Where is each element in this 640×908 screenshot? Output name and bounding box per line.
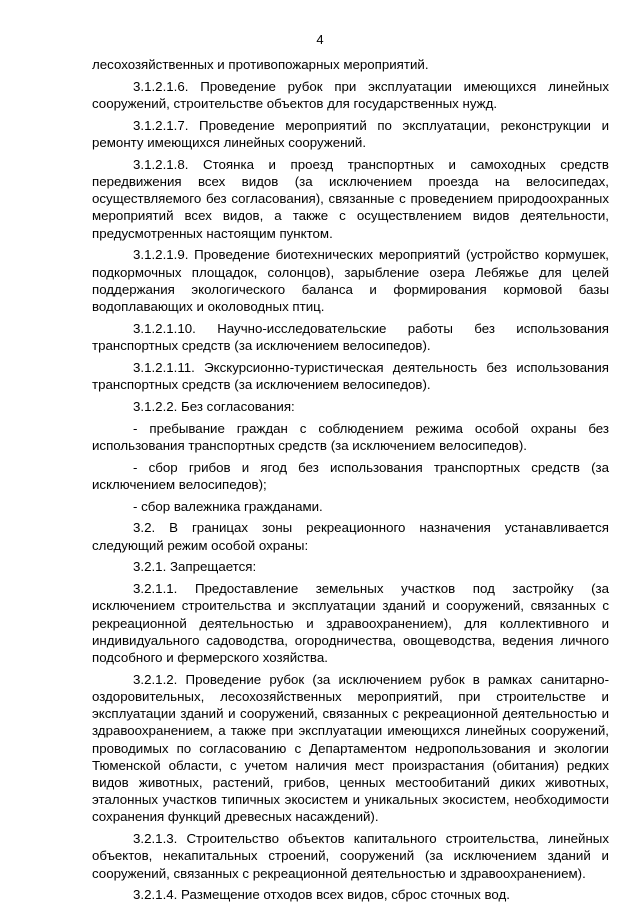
paragraph-3-1-2-1-6: 3.1.2.1.6. Проведение рубок при эксплуатации имеющихся линейных сооружений, строительстве объектов для государственных нужд. [92, 78, 609, 111]
paragraph-3-2-1: 3.2.1. Запрещается: [133, 559, 257, 575]
list-item-deadwood: - сбор валежника гражданами. [133, 498, 323, 514]
paragraph-3-1-2-1-7: 3.1.2.1.7. Проведение мероприятий по эксплуатации, реконструкции и ремонту имеющихся линейных сооружений. [92, 117, 609, 150]
paragraph-3-1-2-2: 3.1.2.2. Без согласования: [133, 398, 295, 414]
paragraph-3-2-1-4: 3.2.1.4. Размещение отходов всех видов, сброс сточных вод. [133, 887, 510, 903]
page-number: 4 [316, 32, 324, 47]
list-item-mushrooms: - сбор грибов и ягод без использования транспортных средств (за исключением велосипедов); [92, 459, 609, 492]
paragraph-3-1-2-1-9: 3.1.2.1.9. Проведение биотехнических мероприятий (устройство кормушек, подкормочных площадок, солонцов), зарыбление озера Лебяжье для целей поддержания экологического баланса и формирования кормовой базы водоплавающих и околоводных птиц. [92, 247, 609, 315]
paragraph-3-2-1-1: 3.2.1.1. Предоставление земельных участков под застройку (за исключением строительства и эксплуатации зданий и сооружений, связанных с рекреационной деятельностью и здравоохранением), для коллективного и индивидуального садоводства, огородничества, овощеводства, ведения личного подсобного и фермерского хозяйства. [92, 581, 609, 666]
paragraph-3-2-1-2: 3.2.1.2. Проведение рубок (за исключением рубок в рамках санитарно-оздоровительных, лесохозяйственных мероприятий, при строительстве и эксплуатации зданий и сооружений, связанных с рекреационной деятельностью и здравоохранением, а также при эксплуатации имеющихся линейных сооружений, проводимых по согласованию с Департаментом недропользования и экологии Тюменской области, с учетом наличия мест произрастания (обитания) редких видов животных, растений, грибов, ценных местообитаний диких животных, эталонных участков типичных экосистем и уникальных экосистем, необходимости сохранения функций древесных насаждений). [92, 671, 609, 825]
list-item-stay: - пребывание граждан с соблюдением режима особой охраны без использования транспортных средств (за исключением велосипедов). [92, 420, 609, 453]
paragraph-3-2: 3.2. В границах зоны рекреационного назначения устанавливается следующий режим особой охраны: [92, 520, 609, 553]
paragraph-continuation: лесохозяйственных и противопожарных мероприятий. [92, 57, 429, 72]
paragraph-3-1-2-1-8: 3.1.2.1.8. Стоянка и проезд транспортных и самоходных средств передвижения всех видов (за исключением проезда на велосипедах, осуществляемого без согласования), связанные с проведением природоохранных мероприятий всех видов, а также с осуществлением видов деятельности, предусмотренных настоящим пунктом. [92, 156, 609, 241]
paragraph-3-2-1-3: 3.2.1.3. Строительство объектов капитального строительства, линейных объектов, некапитальных строений, сооружений (за исключением зданий и сооружений, связанных с рекреационной деятельностью и здравоохранением). [92, 831, 609, 881]
paragraph-3-1-2-1-10: 3.1.2.1.10. Научно-исследовательские работы без использования транспортных средств (за исключением велосипедов). [92, 320, 609, 354]
document-body [92, 56, 609, 908]
paragraph-3-1-2-1-11: 3.1.2.1.11. Экскурсионно-туристическая деятельность без использования транспортных средств (за исключением велосипедов). [92, 359, 609, 393]
